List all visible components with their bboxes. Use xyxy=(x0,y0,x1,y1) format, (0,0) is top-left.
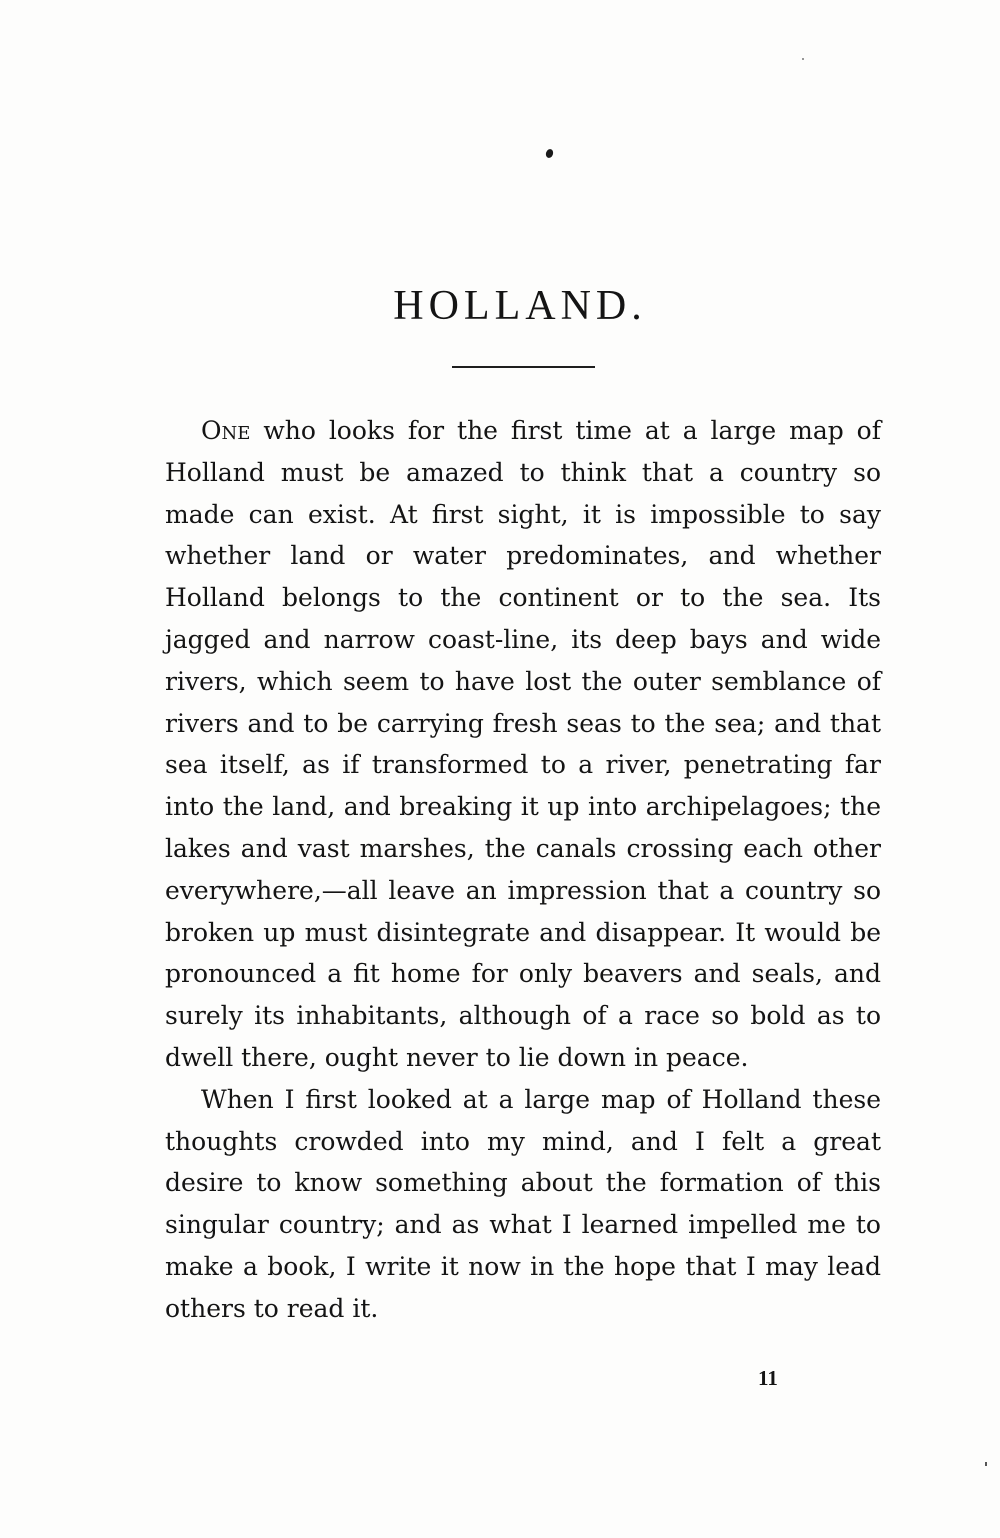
paragraph-2: When I first looked at a large map of Holland these thoughts crowded into my mind, and I felt a great desire to know something about the formation of this singular country; and as what I learned impelled me to make a book, I write it now in the hope that I may lead others to read it. xyxy=(165,1084,881,1323)
chapter-title: HOLLAND. xyxy=(393,283,647,329)
paragraph-1 xyxy=(165,410,881,1079)
title-rule xyxy=(452,366,595,368)
body-text xyxy=(165,410,881,1330)
paper-speck xyxy=(802,58,804,60)
lead-word: One xyxy=(201,416,251,445)
page-number: 11 xyxy=(758,1366,778,1390)
paragraph-1-text: who looks for the first time at a large map of Holland must be amazed to think that a country so made can exist. At first sight, it is impossible to say whether land or water predominates, and whether Holland belongs to the continent or to the sea. Its jagged and narrow coast-line, its deep bays and wide rivers, which seem to have lost the outer semblance of rivers and to be carrying fresh seas to the sea; and that sea itself, as if transformed to a river, penetrating far into the land, and breaking it up into archipelagoes; the lakes and vast marshes, the canals crossing each other everywhere,—all leave an impression that a country so broken up must disintegrate and disappear. It would be pronounced a fit home for only beavers and seals, and surely its inhabitants, although of a race so bold as to dwell there, ought never to lie down in peace. xyxy=(165,416,881,1072)
edge-mark xyxy=(985,1462,987,1466)
ink-blot xyxy=(545,148,555,159)
